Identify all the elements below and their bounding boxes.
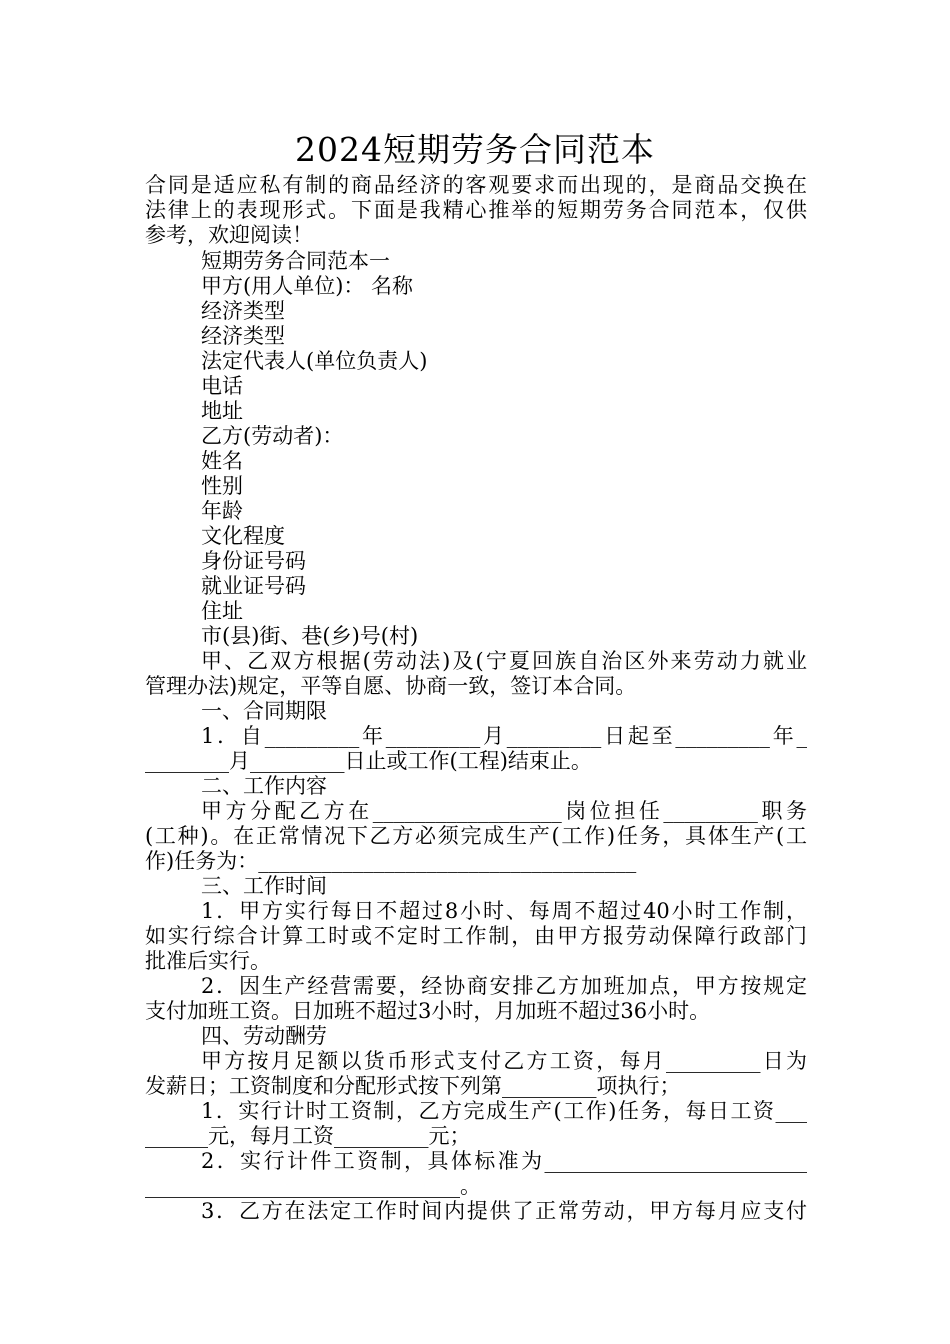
field-employment-number: 就业证号码 <box>201 574 306 598</box>
paragraph-line: 管理办法)规定，平等自愿、协商一致，签订本合同。 <box>145 674 637 698</box>
paragraph-line: 2．因生产经营需要，经协商安排乙方加班加点，甲方按规定 <box>201 974 807 998</box>
clause-heading-term: 一、合同期限 <box>201 699 327 723</box>
paragraph-line: 1．甲方实行每日不超过8小时、每周不超过40小时工作制， <box>201 899 807 923</box>
paragraph-line: 1．实行计时工资制，乙方完成生产(工作)任务，每日工资___ <box>201 1099 807 1123</box>
field-education: 文化程度 <box>201 524 285 548</box>
field-residence: 住址 <box>201 599 243 623</box>
paragraph-line: ________月_________日止或工作(工程)结束止。 <box>145 749 592 773</box>
intro-line-2: 法律上的表现形式。下面是我精心推举的短期劳务合同范本，仅供 <box>145 198 807 222</box>
paragraph-line: 2．实行计件工资制，具体标准为_________________________ <box>201 1149 807 1173</box>
intro-line-3: 参考，欢迎阅读！ <box>145 223 313 247</box>
party-a-label: 甲方(用人单位)： 名称 <box>201 274 414 298</box>
field-phone: 电话 <box>201 374 243 398</box>
field-address: 地址 <box>201 399 243 423</box>
party-b-label: 乙方(劳动者)： <box>201 424 344 448</box>
paragraph-line: 甲方按月足额以货币形式支付乙方工资，每月_________日为 <box>201 1049 807 1073</box>
field-id-number: 身份证号码 <box>201 549 306 573</box>
paragraph-line: ______________________________。 <box>145 1174 481 1198</box>
field-residence-detail: 市(县)街、巷(乡)号(村) <box>201 624 419 648</box>
intro-line-1: 合同是适应私有制的商品经济的客观要求而出现的，是商品交换在 <box>145 173 807 197</box>
paragraph-line: 甲方分配乙方在__________________岗位担任_________职务 <box>201 799 807 823</box>
paragraph-line: 1．自_________年_________月_________日起至_________年_ <box>201 724 807 748</box>
clause-heading-work-content: 二、工作内容 <box>201 774 327 798</box>
section-heading: 短期劳务合同范本一 <box>201 249 390 273</box>
paragraph-line: ______元，每月工资_________元； <box>145 1124 471 1148</box>
paragraph-line: 支付加班工资。日加班不超过3小时，月加班不超过36小时。 <box>145 999 711 1023</box>
paragraph-line: 3．乙方在法定工作时间内提供了正常劳动，甲方每月应支付 <box>201 1199 807 1223</box>
paragraph-line: 批准后实行。 <box>145 949 271 973</box>
field-economic-type: 经济类型 <box>201 299 285 323</box>
field-economic-type-2: 经济类型 <box>201 324 285 348</box>
clause-heading-work-time: 三、工作时间 <box>201 874 327 898</box>
field-name: 姓名 <box>201 449 243 473</box>
paragraph-line: 作)任务为：____________________________________ <box>145 849 637 873</box>
field-age: 年龄 <box>201 499 243 523</box>
document-title: 2024短期劳务合同范本 <box>295 130 655 169</box>
paragraph-line: 发薪日；工资制度和分配形式按下列第_________项执行； <box>145 1074 681 1098</box>
clause-heading-pay: 四、劳动酬劳 <box>201 1024 327 1048</box>
field-gender: 性别 <box>201 474 243 498</box>
field-legal-rep: 法定代表人(单位负责人) <box>201 349 428 373</box>
paragraph-line: 如实行综合计算工时或不定时工作制，由甲方报劳动保障行政部门 <box>145 924 807 948</box>
paragraph-line: (工种)。在正常情况下乙方必须完成生产(工作)任务，具体生产(工 <box>145 824 807 848</box>
paragraph-line: 甲、乙双方根据(劳动法)及(宁夏回族自治区外来劳动力就业 <box>201 649 807 673</box>
